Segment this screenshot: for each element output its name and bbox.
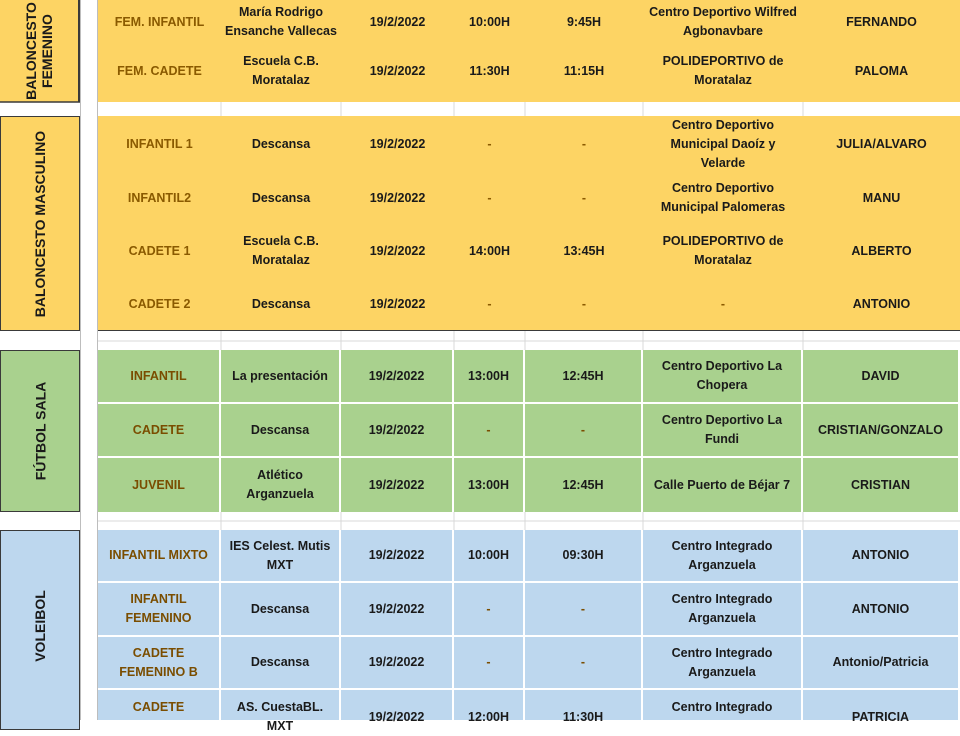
rival-cell: Descansa (221, 583, 341, 635)
time-cell: 13:00H (454, 350, 525, 402)
date-cell: 19/2/2022 (341, 583, 454, 635)
coach-cell: PATRICIA (803, 690, 960, 720)
table-row (98, 44, 960, 98)
time-cell: 11:30H (469, 63, 510, 78)
category-cell: CADETE 1 (128, 243, 191, 258)
table-row (98, 583, 960, 637)
fem-label-line2: FEMENINO (39, 14, 55, 88)
coach-cell: CRISTIAN/GONZALO (803, 404, 960, 456)
coach-cell: ALBERTO (851, 243, 912, 258)
rival-cell: La presentación (221, 350, 341, 402)
date-cell: 19/2/2022 (369, 136, 426, 151)
coach-cell: ANTONIO (803, 583, 960, 635)
section-gap (0, 512, 960, 530)
venue-cell: Calle Puerto de Béjar 7 (643, 458, 803, 512)
rival-cell: Atlético Arganzuela (221, 458, 341, 512)
category-cell: INFANTIL 1 (126, 136, 193, 151)
meet-time-cell: 12:45H (525, 350, 643, 402)
coach-cell: Antonio/Patricia (803, 637, 960, 688)
rival-cell: Descansa (251, 136, 311, 151)
venue-cell: Centro Deportivo La Fundi (643, 404, 803, 456)
masc-label-cell (0, 116, 80, 331)
voley-label-cell (0, 530, 80, 730)
time-cell: - (454, 637, 525, 688)
meet-time-cell: 11:30H (525, 690, 643, 720)
rival-cell: Descansa (221, 637, 341, 688)
meet-time-cell: 12:45H (525, 458, 643, 512)
time-cell: 13:00H (454, 458, 525, 512)
coach-cell: JULIA/ALVARO (836, 136, 927, 151)
meet-time-cell: 13:45H (563, 243, 605, 258)
category-cell: INFANTIL2 (127, 190, 192, 205)
table-row (98, 404, 960, 458)
table-row (98, 172, 960, 224)
category-cell: CADETE (98, 404, 221, 456)
date-cell: 19/2/2022 (369, 14, 426, 29)
venue-cell: Centro Deportivo La Chopera (643, 350, 803, 402)
coach-cell: PALOMA (854, 63, 909, 78)
date-cell: 19/2/2022 (341, 637, 454, 688)
futbol-label-cell (0, 350, 80, 512)
rival-cell: IES Celest. Mutis MXT (221, 530, 341, 581)
rival-cell: Escuela C.B. Moratalaz (243, 54, 319, 87)
date-cell: 19/2/2022 (341, 404, 454, 456)
venue-cell: POLIDEPORTIVO de Moratalaz (662, 234, 784, 267)
venue-cell: Centro Integrado (643, 690, 803, 720)
meet-time-cell: 9:45H (566, 14, 602, 29)
category-cell: INFANTIL FEMENINO (98, 583, 221, 635)
category-cell: JUVENIL (98, 458, 221, 512)
meet-time-cell: - (525, 583, 643, 635)
time-cell: 10:00H (454, 530, 525, 581)
rival-cell: Escuela C.B. Moratalaz (243, 234, 319, 267)
table-row (98, 530, 960, 583)
time-cell: - (487, 136, 492, 151)
table-row (98, 0, 960, 44)
category-cell: CADETE 2 (128, 296, 191, 311)
meet-time-cell: - (525, 404, 643, 456)
venue-cell: Centro Deportivo Wilfred Agbonavbare (649, 5, 797, 38)
venue-cell: Centro Integrado Arganzuela (643, 530, 803, 581)
venue-cell: Centro Integrado Arganzuela (643, 583, 803, 635)
section-gap (0, 102, 960, 116)
voley-label: VOLEIBOL (32, 590, 48, 662)
table-row (98, 458, 960, 512)
coach-cell: ANTONIO (852, 296, 911, 311)
meet-time-cell: - (581, 296, 587, 311)
section-gap (0, 331, 960, 350)
time-cell: 14:00H (469, 243, 510, 258)
venue-cell: POLIDEPORTIVO de Moratalaz (662, 54, 784, 87)
rival-cell: María Rodrigo Ensanche Vallecas (225, 5, 337, 38)
rival-cell: Descansa (251, 190, 311, 205)
date-cell: 19/2/2022 (369, 243, 426, 258)
time-cell: - (454, 583, 525, 635)
meet-time-cell: - (581, 190, 587, 205)
coach-cell: DAVID (803, 350, 960, 402)
futbol-label: FÚTBOL SALA (32, 381, 49, 481)
venue-cell: Centro Deportivo Municipal Palomeras (660, 181, 786, 214)
time-cell: 12:00H (454, 690, 525, 720)
category-cell: INFANTIL (98, 350, 221, 402)
category-cell: CADETE FEMENINO B (98, 637, 221, 688)
category-cell: INFANTIL MIXTO (98, 530, 221, 581)
date-cell: 19/2/2022 (341, 458, 454, 512)
spacer-column (80, 0, 98, 720)
meet-time-cell: 09:30H (525, 530, 643, 581)
date-cell: 19/2/2022 (369, 190, 426, 205)
time-cell: 10:00H (469, 14, 510, 29)
masc-label: BALONCESTO MASCULINO (32, 130, 49, 317)
table-row (98, 116, 960, 172)
category-cell: FEM. INFANTIL (114, 14, 205, 29)
meet-time-cell: - (525, 637, 643, 688)
coach-cell: FERNANDO (846, 14, 917, 29)
coach-cell: CRISTIAN (803, 458, 960, 512)
meet-time-cell: 11:15H (563, 63, 605, 78)
fem-label-cell (0, 0, 80, 102)
venue-cell: - (720, 296, 726, 311)
category-cell: FEM. CADETE (117, 63, 202, 78)
table-row (98, 278, 960, 330)
date-cell: 19/2/2022 (341, 530, 454, 581)
rival-cell: Descansa (251, 296, 311, 311)
rival-cell: AS. CuestaBL. MXT (221, 690, 341, 720)
meet-time-cell: - (581, 136, 587, 151)
venue-cell: Centro Integrado Arganzuela (643, 637, 803, 688)
venue-cell: Centro Deportivo Municipal Daoíz y Velarde (670, 117, 776, 170)
table-row (98, 224, 960, 278)
date-cell: 19/2/2022 (369, 296, 426, 311)
table-row (98, 637, 960, 690)
table-row (98, 690, 960, 733)
time-cell: - (454, 404, 525, 456)
date-cell: 19/2/2022 (341, 350, 454, 402)
time-cell: - (487, 296, 492, 311)
category-cell: CADETE (98, 690, 221, 720)
date-cell: 19/2/2022 (341, 690, 454, 720)
fem-label (23, 2, 55, 100)
rival-cell: Descansa (221, 404, 341, 456)
fem-label-line1: BALONCESTO (23, 2, 39, 100)
coach-cell: MANU (862, 190, 901, 205)
table-row (98, 350, 960, 404)
time-cell: - (487, 190, 492, 205)
date-cell: 19/2/2022 (369, 63, 426, 78)
coach-cell: ANTONIO (803, 530, 960, 581)
